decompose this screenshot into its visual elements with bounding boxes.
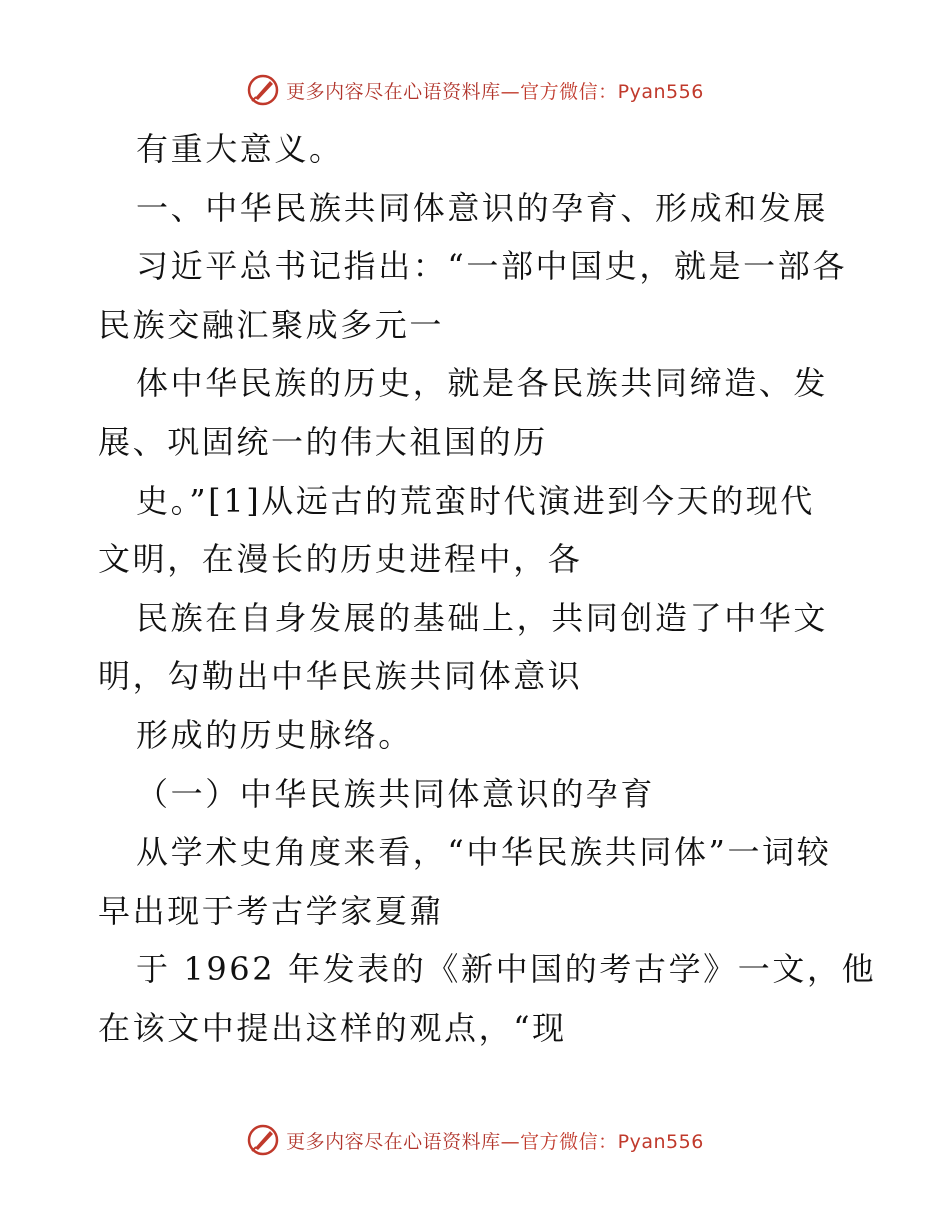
paragraph-line: 民族在自身发展的基础上，共同创造了中华文: [136, 598, 829, 637]
paragraph-line: 习近平总书记指出：“一部中国史，就是一部各: [136, 247, 847, 286]
paragraph-line: 文明，在漫长的历史进程中，各: [98, 540, 583, 579]
document-body: [98, 120, 877, 1058]
paragraph-line: 在该文中提出这样的观点，“现: [98, 1008, 567, 1047]
banner-wechat-text: 官方微信：Pyan556: [520, 80, 704, 103]
banner-brand-text: 更多内容尽在心语资料库: [286, 80, 501, 103]
banner-separator: —: [500, 1130, 521, 1153]
subsection-heading: （一）中华民族共同体意识的孕育: [136, 774, 656, 813]
footer-watermark-banner: [0, 1120, 950, 1160]
paragraph-line: 体中华民族的历史，就是各民族共同缔造、发: [136, 364, 829, 403]
banner-wechat-text: 官方微信：Pyan556: [520, 1130, 704, 1153]
paragraph-line: 形成的历史脉络。: [136, 715, 413, 754]
paragraph-line: 史。”[1]从远古的荒蛮时代演进到今天的现代: [136, 481, 815, 520]
quill-pen-icon: [246, 73, 280, 107]
header-watermark-banner: [0, 70, 950, 110]
section-heading: 一、中华民族共同体意识的孕育、形成和发展: [136, 188, 829, 227]
banner-brand-text: 更多内容尽在心语资料库: [286, 1130, 501, 1153]
banner-text: [286, 77, 704, 104]
paragraph-line: 于 1962 年发表的《新中国的考古学》一文，他: [136, 950, 877, 989]
banner-separator: —: [500, 80, 521, 103]
paragraph-line: 民族交融汇聚成多元一: [98, 305, 445, 344]
paragraph-line: 早出现于考古学家夏鼐: [98, 891, 445, 930]
paragraph-line: 展、巩固统一的伟大祖国的历: [98, 422, 548, 461]
paragraph-line: 有重大意义。: [136, 130, 344, 168]
banner-text: [286, 1127, 704, 1154]
paragraph-line: 明，勾勒出中华民族共同体意识: [98, 657, 583, 696]
quill-pen-icon: [246, 1123, 280, 1157]
paragraph-line: 从学术史角度来看，“中华民族共同体”一词较: [136, 833, 832, 872]
